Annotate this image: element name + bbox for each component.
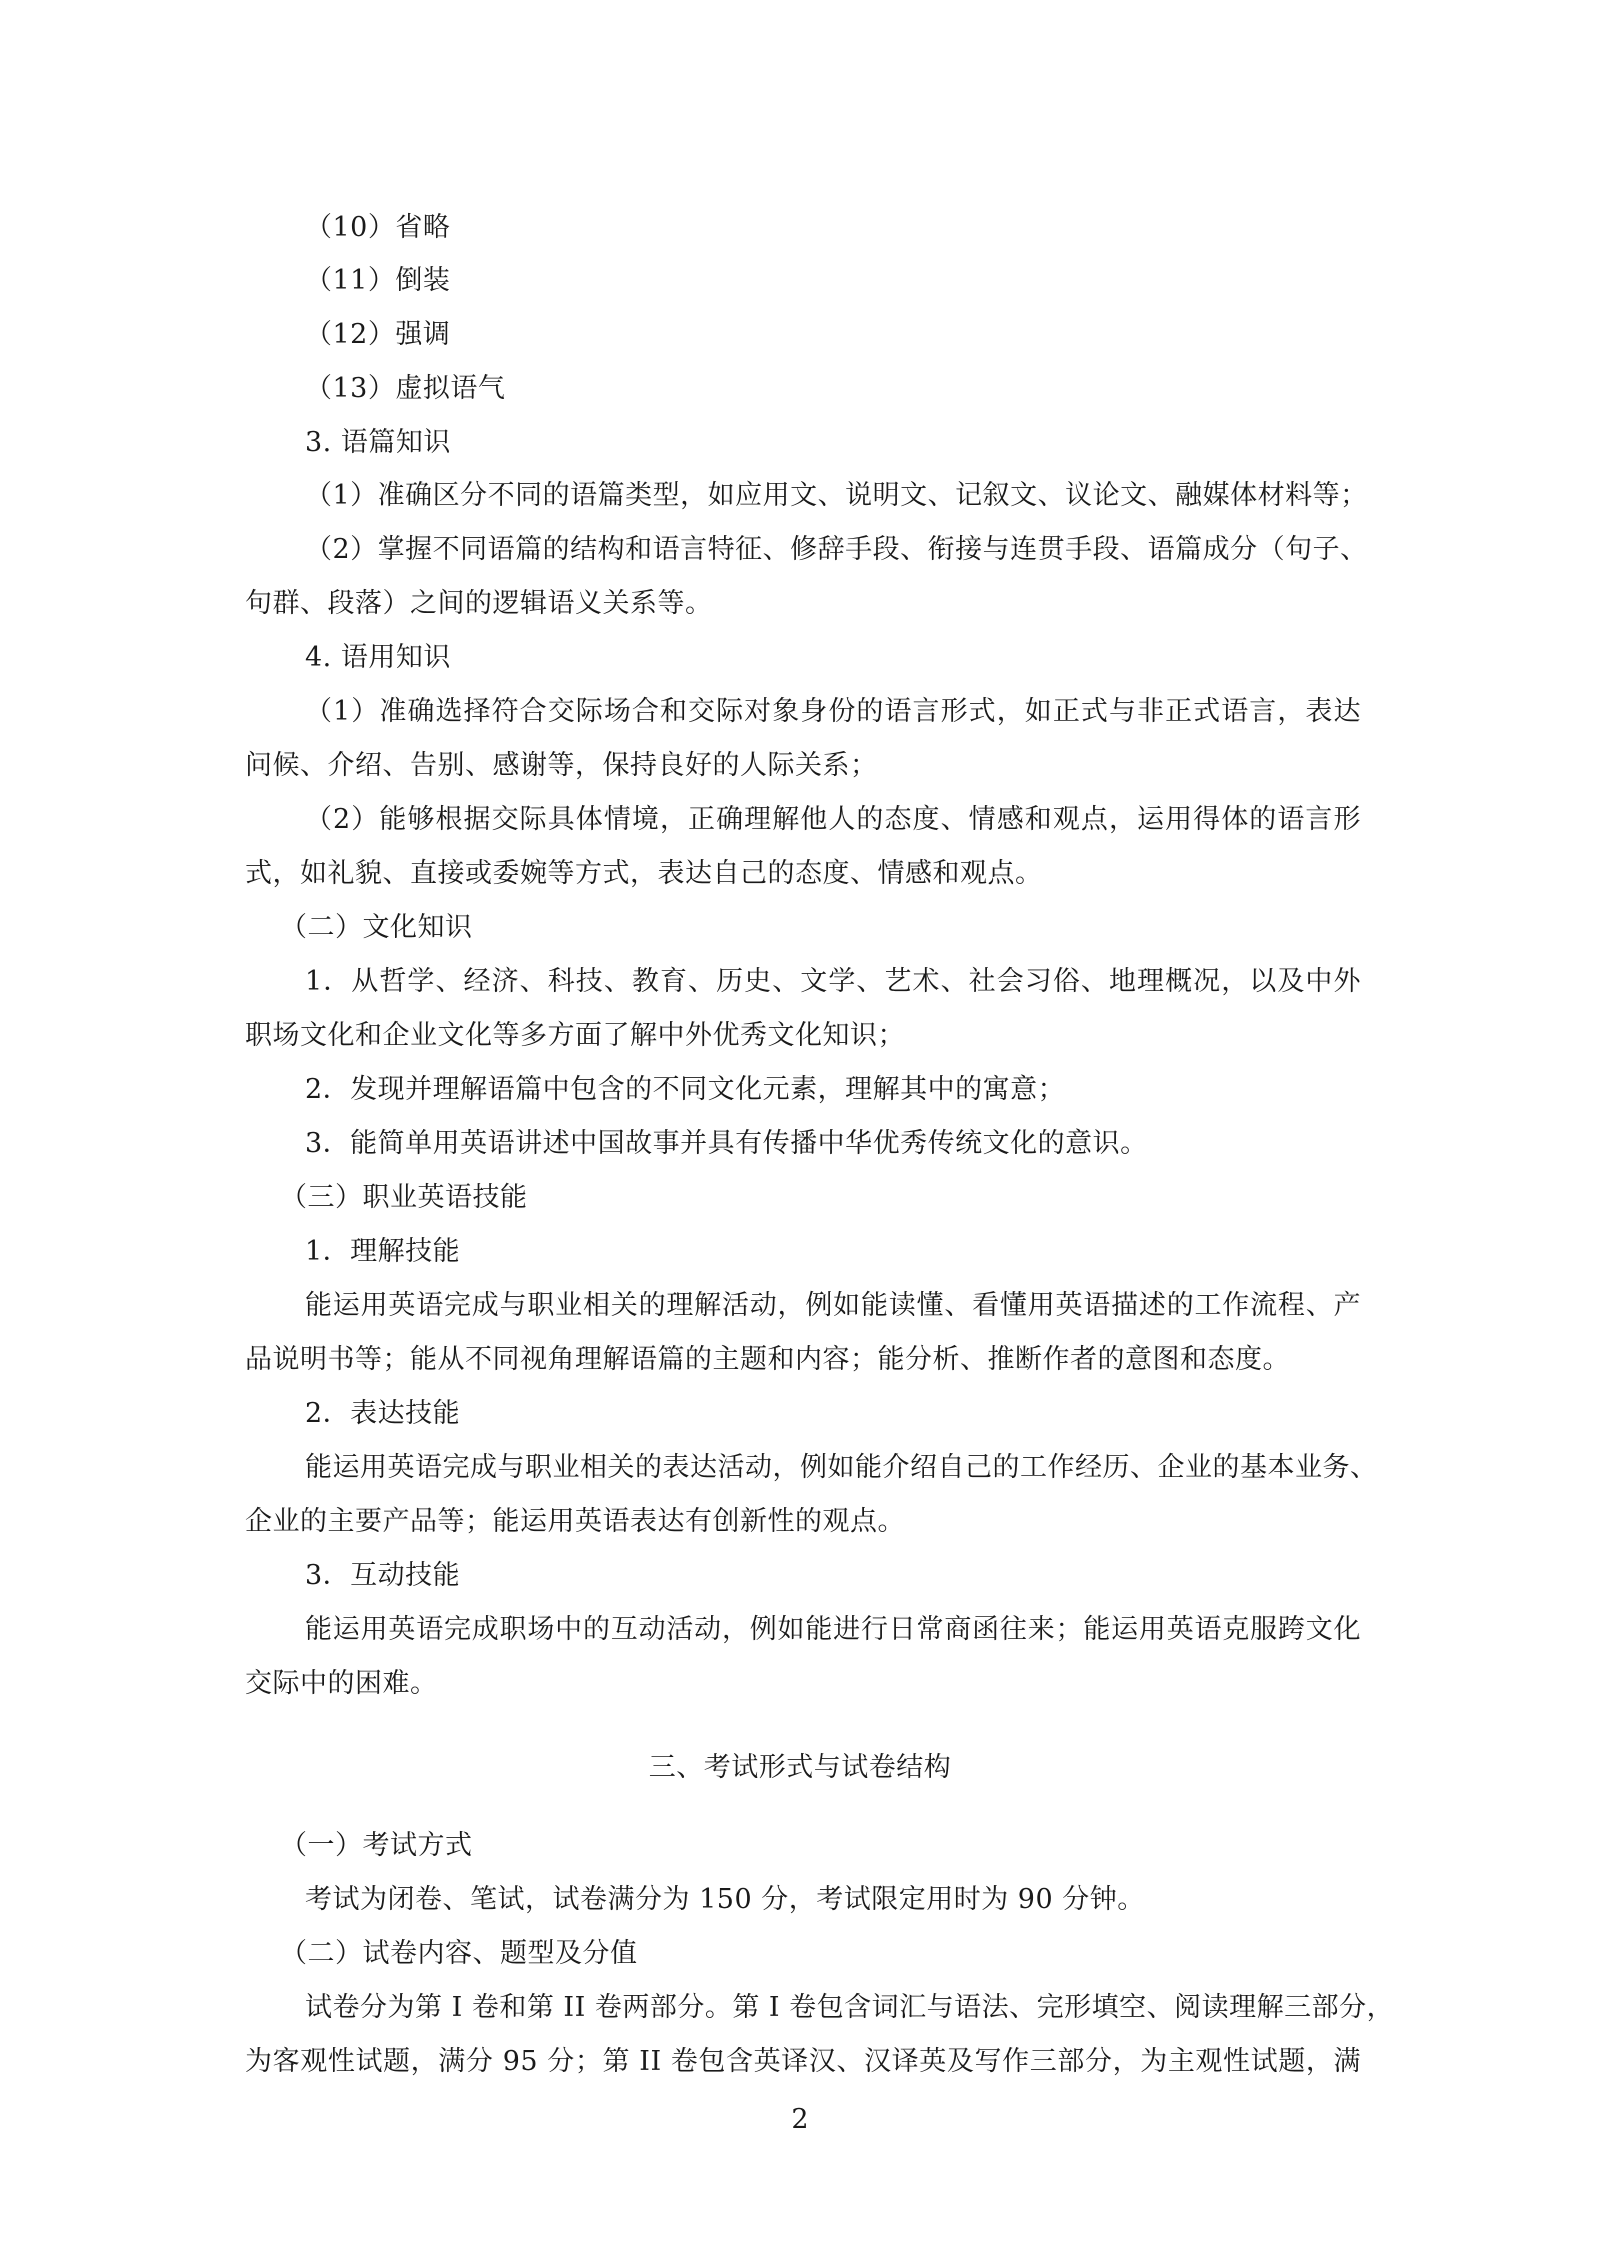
paragraph-line: 企业的主要产品等；能运用英语表达有创新性的观点。 [245,1506,905,1537]
paragraph-line: （1）准确区分不同的语篇类型，如应用文、说明文、记叙文、议论文、融媒体材料等； [305,480,1368,511]
paragraph-line: 为客观性试题，满分 95 分；第 II 卷包含英译汉、汉译英及写作三部分，为主观性试题，满 [245,2046,1361,2077]
paragraph-line: 问候、介绍、告别、感谢等，保持良好的人际关系； [245,750,878,781]
paragraph-line: 句群、段落）之间的逻辑语义关系等。 [245,588,713,619]
subsection-heading: 2．表达技能 [305,1398,461,1429]
list-item: （11）倒装 [305,265,451,296]
paragraph-line: （1）准确选择符合交际场合和交际对象身份的语言形式，如正式与非正式语言，表达 [305,696,1361,727]
section-heading: （二）文化知识 [280,912,473,943]
list-item: （13）虚拟语气 [305,373,506,404]
section-heading: 3. 语篇知识 [305,427,451,458]
list-item: （10）省略 [305,212,451,243]
paragraph-line: 试卷分为第 I 卷和第 II 卷两部分。第 I 卷包含词汇与语法、完形填空、阅读理解三部分， [305,1992,1395,2023]
section-heading: 4. 语用知识 [305,642,451,673]
paragraph-line: （2）能够根据交际具体情境，正确理解他人的态度、情感和观点，运用得体的语言形 [305,804,1361,835]
section-heading: （一）考试方式 [280,1830,473,1861]
paragraph-line: 交际中的困难。 [245,1668,438,1699]
paragraph-line: 能运用英语完成职场中的互动活动，例如能进行日常商函往来；能运用英语克服跨文化 [305,1614,1361,1645]
paragraph-line: 3．能简单用英语讲述中国故事并具有传播中华优秀传统文化的意识。 [305,1128,1148,1159]
subsection-heading: 3．互动技能 [305,1560,461,1591]
paragraph-line: 2．发现并理解语篇中包含的不同文化元素，理解其中的寓意； [305,1074,1066,1105]
chapter-heading: 三、考试形式与试卷结构 [648,1752,952,1783]
section-heading: （二）试卷内容、题型及分值 [280,1938,638,1969]
paragraph-line: 能运用英语完成与职业相关的表达活动，例如能介绍自己的工作经历、企业的基本业务、 [305,1452,1378,1483]
list-item: （12）强调 [305,319,451,350]
paragraph-line: 1．从哲学、经济、科技、教育、历史、文学、艺术、社会习俗、地理概况，以及中外 [305,966,1361,997]
paragraph-line: （2）掌握不同语篇的结构和语言特征、修辞手段、衔接与连贯手段、语篇成分（句子、 [305,534,1368,565]
paragraph-line: 能运用英语完成与职业相关的理解活动，例如能读懂、看懂用英语描述的工作流程、产 [305,1290,1361,1321]
page-number: 2 [791,2104,809,2135]
paragraph-line: 职场文化和企业文化等多方面了解中外优秀文化知识； [245,1020,905,1051]
subsection-heading: 1．理解技能 [305,1236,461,1267]
paragraph-line: 考试为闭卷、笔试，试卷满分为 150 分，考试限定用时为 90 分钟。 [305,1884,1145,1915]
paragraph-line: 式，如礼貌、直接或委婉等方式，表达自己的态度、情感和观点。 [245,858,1043,889]
paragraph-line: 品说明书等；能从不同视角理解语篇的主题和内容；能分析、推断作者的意图和态度。 [245,1344,1290,1375]
section-heading: （三）职业英语技能 [280,1182,528,1213]
